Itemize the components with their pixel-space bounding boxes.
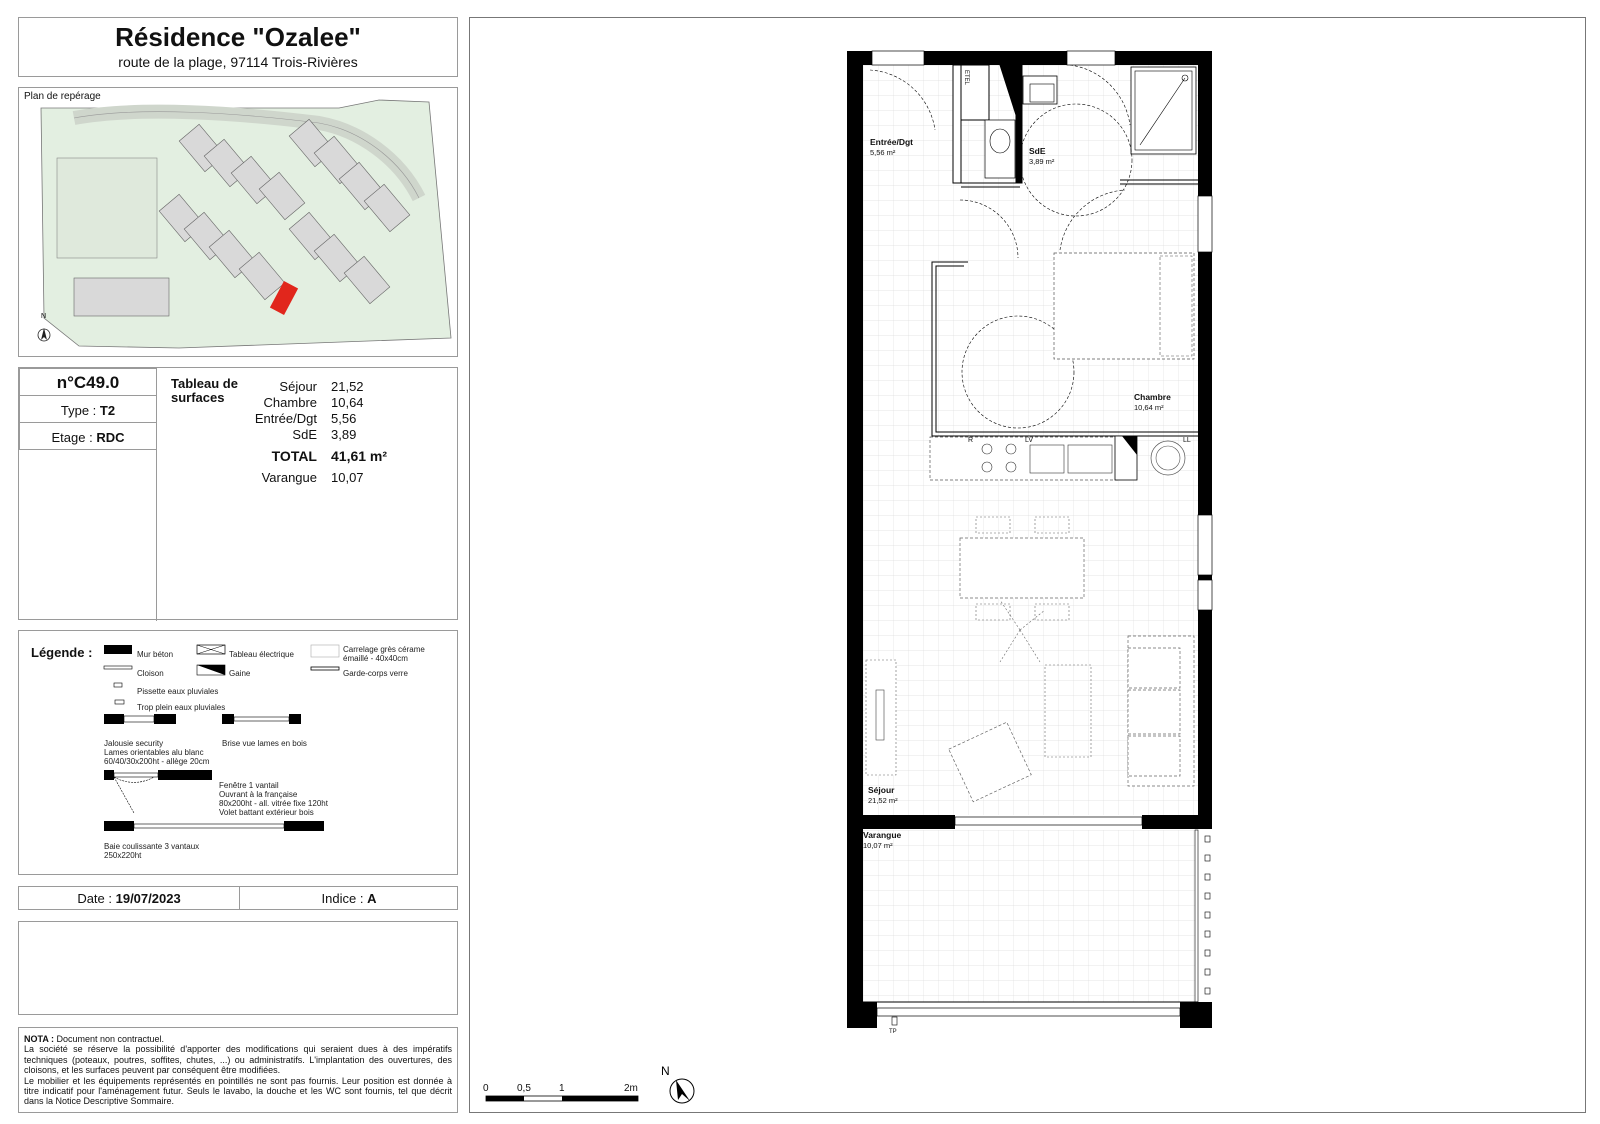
legend-fenetre-2: Ouvrant à la française <box>219 790 298 799</box>
surface-total-label: TOTAL <box>271 448 317 464</box>
legend-title: Légende : <box>31 645 93 660</box>
tag-tp: TP <box>889 1029 897 1035</box>
surface-label: Chambre <box>263 395 317 410</box>
lot-floor-value: RDC <box>96 430 125 445</box>
tag-lv: LV <box>1025 437 1034 444</box>
surfaces-title-2: surfaces <box>171 390 225 405</box>
residence-address: route de la plage, 97114 Trois-Rivières <box>118 54 358 70</box>
legend-mur: Mur béton <box>137 650 174 659</box>
legend-trop-plein: Trop plein eaux pluviales <box>137 703 226 712</box>
room-sde-area: 3,89 m² <box>1029 157 1055 166</box>
legend-baie-1: Baie coulissante 3 vantaux <box>104 842 200 851</box>
room-sejour-name: Séjour <box>868 785 895 795</box>
room-sde-name: SdE <box>1029 146 1046 156</box>
legend-fenetre-3: 80x200ht - all. vitrée fixe 120ht <box>219 799 328 808</box>
surface-label: Séjour <box>279 379 317 394</box>
nota-body-2: Le mobilier et les équipements représentés en pointillés ne sont pas fournis. Leur position est donnée à titre indicatif pour l'aménagement futur. Seuls le lavabo, la douche et les WC sont fournis, tel que décrit dans la Notice Descriptive Sommaire. <box>24 1075 452 1107</box>
nota-body: La société se réserve la possibilité d'apporter des modifications qui seraient dues à des impératifs techniques (poteaux, poutres, soffites, chutes, ...) ou administratifs. L'implantation des ouvertures, des cloisons, et les surfaces peuvent par conséquent être modifiées. <box>24 1044 452 1076</box>
legend-garde-corps: Garde-corps verre <box>343 669 408 678</box>
scale-1: 1 <box>559 1083 565 1094</box>
room-entree-area: 5,56 m² <box>870 148 896 157</box>
surface-value: 21,52 <box>331 379 364 394</box>
north-label: N <box>661 1064 670 1078</box>
room-chambre-name: Chambre <box>1134 392 1171 402</box>
nota-label: NOTA : <box>24 1034 54 1044</box>
lot-number: n°C49.0 <box>56 373 120 392</box>
legend-brise-vue: Brise vue lames en bois <box>222 739 307 748</box>
surface-value: 3,89 <box>331 427 357 442</box>
room-sejour-area: 21,52 m² <box>868 796 898 805</box>
legend-carrelage-2: émaillé - 40x40cm <box>343 654 408 663</box>
legend-fenetre-1: Fenêtre 1 vantail <box>219 781 279 790</box>
surface-extra-label: Varangue <box>261 470 317 485</box>
room-varangue-name: Varangue <box>863 830 902 840</box>
scale-05: 0,5 <box>517 1083 531 1094</box>
date-label: Date : <box>77 891 116 906</box>
room-entree-name: Entrée/Dgt <box>870 137 913 147</box>
site-plan-label: Plan de repérage <box>24 91 101 102</box>
surface-label: Entrée/Dgt <box>254 411 317 426</box>
index-value: A <box>367 891 377 906</box>
room-chambre-area: 10,64 m² <box>1134 403 1164 412</box>
legend-fenetre-4: Volet battant extérieur bois <box>219 808 314 817</box>
svg-text:N: N <box>41 313 47 320</box>
tag-ll: LL <box>1183 437 1191 444</box>
lot-type-value: T2 <box>99 403 116 418</box>
lot-floor-label: Etage : <box>51 430 97 445</box>
nota-line1: Document non contractuel. <box>54 1034 165 1044</box>
legend-pissette: Pissette eaux pluviales <box>137 687 219 696</box>
room-varangue-area: 10,07 m² <box>863 841 893 850</box>
tag-etel: ETEL <box>963 70 969 86</box>
surface-value: 10,64 <box>331 395 364 410</box>
residence-name: Résidence "Ozalee" <box>115 22 361 52</box>
legend-jalousie-3: 60/40/30x200ht - allège 20cm <box>104 757 210 766</box>
legend-jalousie-1: Jalousie security <box>104 739 164 748</box>
legend-cloison: Cloison <box>137 669 164 678</box>
legend-baie-2: 250x220ht <box>104 851 142 860</box>
north-arrow-icon <box>661 1064 694 1103</box>
date-value: 19/07/2023 <box>115 891 181 906</box>
tag-r: R <box>968 437 974 444</box>
legend-gaine: Gaine <box>229 669 251 678</box>
surface-extra-value: 10,07 <box>331 470 364 485</box>
scale-2m: 2m <box>624 1083 638 1094</box>
surface-label: SdE <box>292 427 317 442</box>
scale-0: 0 <box>483 1083 489 1094</box>
surface-total-value: 41,61 m² <box>331 448 388 464</box>
legend-tableau: Tableau électrique <box>229 650 294 659</box>
lot-type-label: Type : <box>60 403 100 418</box>
surfaces-title-1: Tableau de <box>171 376 238 391</box>
index-label: Indice : <box>321 891 368 906</box>
scale-bar <box>483 1083 638 1101</box>
surface-value: 5,56 <box>331 411 357 426</box>
legend-carrelage-1: Carrelage grès cérame <box>343 645 425 654</box>
legend-jalousie-2: Lames orientables alu blanc <box>104 748 204 757</box>
